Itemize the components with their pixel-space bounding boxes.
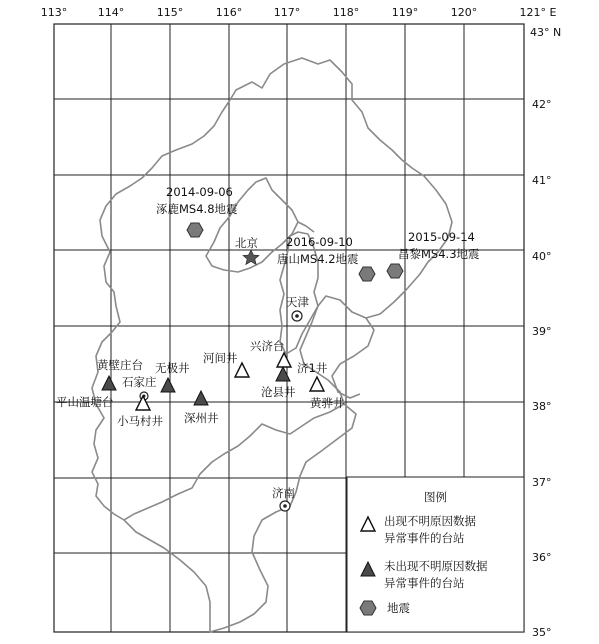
stations	[56, 339, 345, 428]
earthquake-icon	[387, 264, 403, 278]
filled-triangle-icon	[194, 391, 208, 405]
lat-label-35: 35°	[532, 626, 552, 639]
shijiazhuang-marker	[122, 375, 157, 400]
legend-abnormal-line2: 异常事件的台站	[384, 531, 465, 545]
station-cangxian	[261, 367, 296, 399]
lon-label-118: 118°	[332, 6, 360, 19]
open-triangle-icon	[277, 353, 291, 367]
hebei-border	[92, 58, 452, 520]
lon-label-113: 113°	[40, 6, 68, 19]
henan-border	[124, 520, 210, 632]
earthquake-icon	[360, 601, 376, 615]
earthquake-icon	[359, 267, 375, 281]
legend-title: 图例	[424, 490, 447, 504]
station-label: 无极井	[155, 361, 190, 375]
filled-triangle-icon	[102, 376, 116, 390]
station-label: 河间井	[203, 351, 238, 365]
station-pingshan	[56, 395, 114, 409]
bohai-coastline	[332, 318, 374, 398]
legend-normal-line2: 异常事件的台站	[384, 576, 465, 590]
filled-triangle-icon	[161, 378, 175, 392]
station-label: 深州井	[184, 411, 219, 425]
station-label: 济1井	[297, 361, 328, 375]
jinan-marker	[272, 486, 295, 511]
earthquake-name: 昌黎MS4.3地震	[398, 247, 480, 261]
lat-label-40: 40°	[532, 250, 552, 263]
shandong-border	[210, 404, 356, 632]
lat-label-43: 43° N	[530, 26, 562, 39]
station-huanghua	[310, 396, 345, 410]
station-label: 兴济台	[250, 339, 285, 353]
lon-label-115: 115°	[156, 6, 184, 19]
earthquake-name: 涿鹿MS4.8地震	[156, 202, 238, 216]
legend-earthquake: 地震	[387, 601, 410, 615]
lat-label-41: 41°	[532, 174, 552, 187]
earthquake-icon	[187, 223, 203, 237]
bj-tj-divider	[298, 222, 314, 232]
station-label: 平山温塘台	[56, 395, 114, 409]
station-xiaomacun	[117, 396, 163, 428]
legend	[347, 477, 524, 632]
earthquake-date: 2015-09-14	[408, 230, 475, 244]
station-hejian	[203, 351, 249, 377]
lat-label-42: 42°	[532, 98, 552, 111]
lat-label-38: 38°	[532, 400, 552, 413]
legend-abnormal-line1: 出现不明原因数据	[384, 514, 476, 528]
earthquake-changli	[387, 230, 480, 278]
lat-label-37: 37°	[532, 476, 552, 489]
latitude-axis-labels	[530, 26, 561, 639]
lon-label-121: 121° E	[519, 6, 557, 19]
station-label: 小马村井	[117, 414, 163, 428]
legend-normal-line1: 未出现不明原因数据	[384, 559, 488, 573]
station-label: 沧县井	[261, 385, 296, 399]
station-label: 黄骅井	[310, 396, 345, 410]
lon-label-117: 117°	[273, 6, 301, 19]
jinan-label: 济南	[272, 486, 295, 500]
earthquake-zhuolu	[156, 185, 238, 237]
lat-label-36: 36°	[532, 551, 552, 564]
beijing-label: 北京	[235, 236, 258, 250]
open-triangle-icon	[310, 377, 324, 391]
lon-label-114: 114°	[97, 6, 125, 19]
earthquake-date: 2016-09-10	[286, 235, 353, 249]
shijiazhuang-label: 石家庄	[122, 375, 157, 389]
station-wuji	[155, 361, 190, 392]
star-icon	[243, 250, 259, 265]
earthquake-name: 唐山MS4.2地震	[277, 252, 359, 266]
earthquake-date: 2014-09-06	[166, 185, 233, 199]
earthquake-tangshan	[277, 235, 375, 281]
tianjin-label: 天津	[286, 295, 309, 309]
longitude-axis-labels	[41, 6, 557, 19]
lon-label-119: 119°	[391, 6, 419, 19]
filled-triangle-icon	[276, 367, 290, 381]
station-shenzhou	[184, 391, 219, 425]
open-triangle-icon	[235, 363, 249, 377]
lon-label-116: 116°	[215, 6, 243, 19]
tianjin-marker	[286, 295, 309, 321]
lat-label-39: 39°	[532, 325, 552, 338]
lon-label-120: 120°	[450, 6, 478, 19]
station-label: 黄壁庄台	[97, 358, 143, 372]
